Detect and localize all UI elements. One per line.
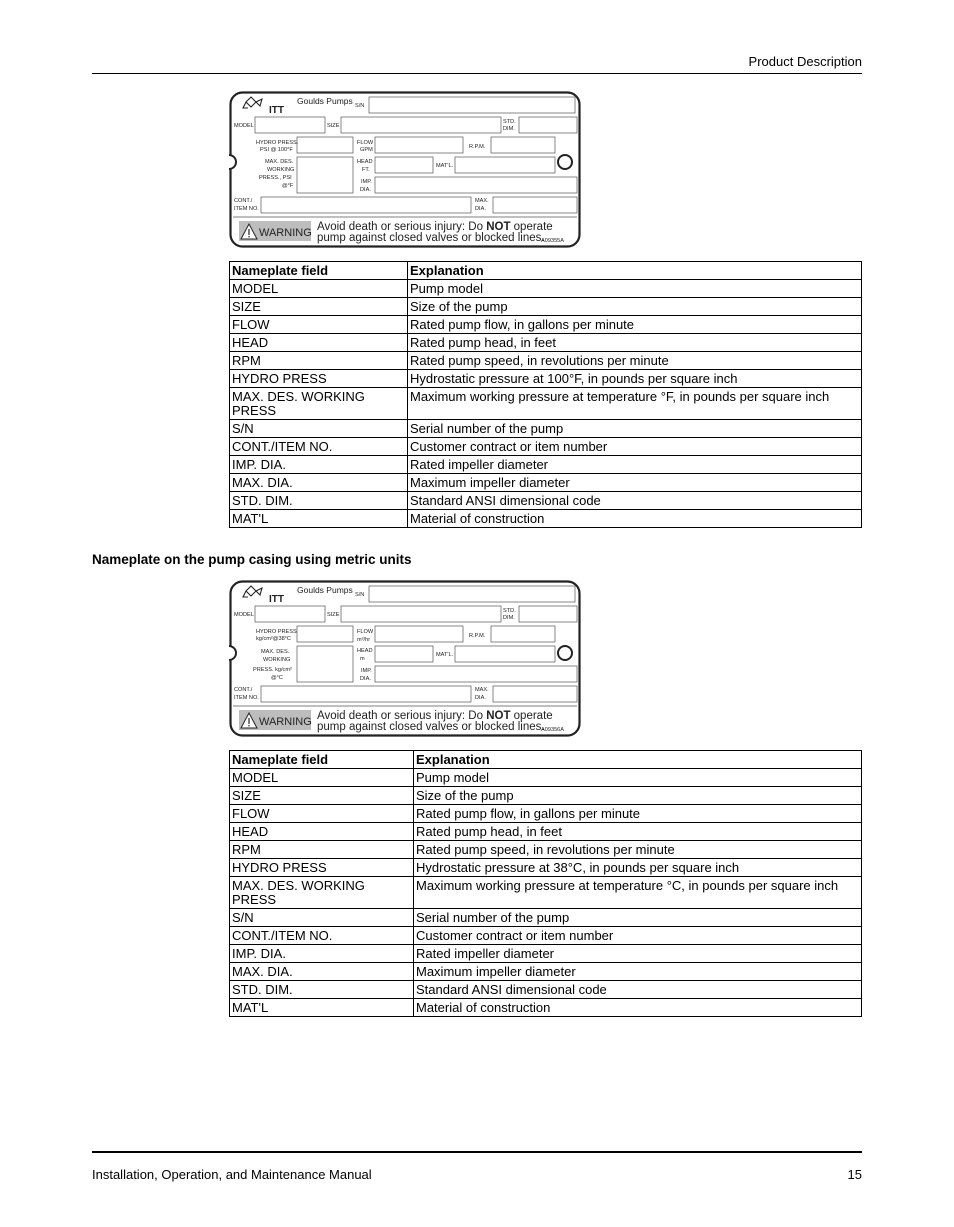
table-row [230,474,862,492]
label-head-1: HEAD [357,159,373,165]
explanation-cell: Maximum working pressure at temperature °F, in pounds per square inch [408,388,862,420]
explanation-cell: Material of construction [408,510,862,528]
explanation-cell: Customer contract or item number [414,927,862,945]
explanation-cell: Pump model [408,280,862,298]
explanation-cell: Serial number of the pump [408,420,862,438]
label-rpm: R.P.M. [469,144,486,150]
warning-text-part-a: Avoid death or serious injury: Do [317,710,487,722]
section-heading-metric: Nameplate on the pump casing using metric units [92,552,412,567]
column-header-explanation: Explanation [414,751,862,769]
label-max-4: @°C [271,675,283,681]
table-row [230,456,862,474]
label-cont-2: ITEM NO. [234,695,259,701]
field-cell: FLOW [230,316,408,334]
table-row [230,280,862,298]
label-hydro-1: HYDRO PRESS. [256,140,299,146]
column-header-field: Nameplate field [230,751,414,769]
field-cell: SIZE [230,787,414,805]
column-header-field: Nameplate field [230,262,408,280]
field-cell: RPM [230,352,408,370]
warning-text-part-c: operate [510,710,553,722]
field-cell: MODEL [230,769,414,787]
label-head-2: FT. [362,167,370,173]
mount-hole-left [229,646,236,660]
explanation-cell: Rated pump flow, in gallons per minute [414,805,862,823]
label-rpm: R.P.M. [469,633,486,639]
drawing-code: A09356A [541,727,565,733]
field-cell: MODEL [230,280,408,298]
header-rule [92,73,862,74]
field-cell: SIZE [230,298,408,316]
field-cell: MAT'L [230,999,414,1017]
field-cell: MAX. DES. WORKING PRESS [230,388,408,420]
field-cell: HEAD [230,334,408,352]
label-matl: MAT'L. [436,652,454,658]
label-hydro-2: kg/cm²@38°C [256,636,291,642]
warning-text-not: NOT [486,710,511,722]
warning-text-line-2: pump against closed valves or blocked lines. [317,721,545,733]
table-row [230,963,862,981]
table-row [230,316,862,334]
label-imp-1: IMP. [361,179,372,185]
table-row [230,298,862,316]
label-maxdia-1: MAX. [475,687,489,693]
field-cell: MAX. DES. WORKING PRESS [230,877,414,909]
warning-text-not: NOT [486,221,511,233]
table-row [230,769,862,787]
footer-page-number: 15 [847,1167,862,1182]
field-cell: STD. DIM. [230,981,414,999]
explanation-cell: Maximum impeller diameter [408,474,862,492]
field-cell: RPM [230,841,414,859]
table-row [230,805,862,823]
explanation-cell: Size of the pump [414,787,862,805]
label-max-4: @°F [282,183,294,189]
table-row [230,510,862,528]
label-maxdia-2: DIA. [475,206,486,212]
explanation-cell: Material of construction [414,999,862,1017]
label-matl: MAT'L. [436,163,454,169]
nameplate-us-units [229,91,581,248]
label-max-3: PRESS. kg/cm² [253,667,292,673]
explanation-cell: Rated pump speed, in revolutions per minute [414,841,862,859]
label-hydro-1: HYDRO PRESS [256,629,297,635]
mount-hole-right [558,155,572,169]
table-row [230,945,862,963]
brand-goulds: Goulds Pumps [297,96,353,106]
warning-label: WARNING [259,227,312,239]
brand-itt: ITT [269,105,284,116]
label-size: SIZE [327,612,340,618]
explanation-cell: Serial number of the pump [414,909,862,927]
label-max-3: PRESS., PSI [259,175,292,181]
explanation-cell: Rated pump head, in feet [408,334,862,352]
label-sn: S/N [355,592,365,598]
label-model: MODEL [234,612,254,618]
label-imp-2: DIA. [360,676,371,682]
mount-hole-left [229,155,236,169]
field-cell: S/N [230,420,408,438]
field-cell: IMP. DIA. [230,945,414,963]
table-row [230,370,862,388]
table-row [230,352,862,370]
table-row [230,859,862,877]
warning-text-line-2: pump against closed valves or blocked lines. [317,232,545,244]
table-row [230,420,862,438]
label-flow-2: GPM [360,147,373,153]
drawing-code: A09355A [541,238,565,244]
table-header-row [230,751,862,769]
explanation-cell: Customer contract or item number [408,438,862,456]
brand-itt: ITT [269,594,284,605]
field-cell: S/N [230,909,414,927]
field-cell: IMP. DIA. [230,456,408,474]
label-maxdia-1: MAX. [475,198,489,204]
table-row [230,841,862,859]
warning-text-part-a: Avoid death or serious injury: Do [317,221,487,233]
brand-goulds: Goulds Pumps [297,585,353,595]
label-size: SIZE [327,123,340,129]
table-row [230,927,862,945]
label-max-1: MAX. DES. [261,649,290,655]
table-header-row [230,262,862,280]
field-cell: MAX. DIA. [230,474,408,492]
warning-label: WARNING [259,716,312,728]
table-row [230,388,862,420]
mount-hole-right [558,646,572,660]
table-row [230,438,862,456]
label-cont-1: CONT./ [234,687,253,693]
explanation-cell: Maximum impeller diameter [414,963,862,981]
field-cell: STD. DIM. [230,492,408,510]
label-max-1: MAX. DES. [265,159,294,165]
field-cell: MAX. DIA. [230,963,414,981]
label-std-2: DIM. [503,126,515,132]
table-row [230,909,862,927]
label-sn: S/N [355,103,365,109]
explanation-cell: Hydrostatic pressure at 100°F, in pounds per square inch [408,370,862,388]
explanation-cell: Maximum working pressure at temperature °C, in pounds per square inch [414,877,862,909]
field-cell: HYDRO PRESS [230,370,408,388]
field-cell: HYDRO PRESS [230,859,414,877]
explanation-cell: Rated pump flow, in gallons per minute [408,316,862,334]
nameplate-us-drawing [229,91,581,248]
footer-manual-title: Installation, Operation, and Maintenance Manual [92,1167,372,1182]
column-header-explanation: Explanation [408,262,862,280]
label-max-2: WORKING [267,167,295,173]
label-flow-1: FLOW [357,629,374,635]
table-row [230,877,862,909]
explanation-cell: Pump model [414,769,862,787]
explanation-cell: Rated impeller diameter [408,456,862,474]
field-cell: MAT'L [230,510,408,528]
label-head-2: m [360,656,365,662]
table-row [230,334,862,352]
explanation-cell: Standard ANSI dimensional code [408,492,862,510]
label-std-1: STD. [503,608,516,614]
label-cont-2: ITEM NO. [234,206,259,212]
label-max-2: WORKING [263,657,291,663]
explanation-cell: Rated pump speed, in revolutions per minute [408,352,862,370]
warning-text-part-c: operate [510,221,553,233]
table-row [230,492,862,510]
field-cell: HEAD [230,823,414,841]
table-row [230,787,862,805]
nameplate-metric-units [229,580,581,737]
field-cell: CONT./ITEM NO. [230,927,414,945]
label-imp-1: IMP. [361,668,372,674]
explanation-cell: Size of the pump [408,298,862,316]
label-std-1: STD. [503,119,516,125]
nameplate-metric-drawing [229,580,581,737]
explanation-cell: Hydrostatic pressure at 38°C, in pounds per square inch [414,859,862,877]
label-cont-1: CONT./ [234,198,253,204]
table-row [230,823,862,841]
page-header-section: Product Description [748,54,862,69]
label-head-1: HEAD [357,648,373,654]
footer-rule [92,1151,862,1153]
label-maxdia-2: DIA. [475,695,486,701]
field-cell: CONT./ITEM NO. [230,438,408,456]
explanation-cell: Rated impeller diameter [414,945,862,963]
field-cell: FLOW [230,805,414,823]
nameplate-fields-table-metric [229,750,862,1017]
explanation-cell: Standard ANSI dimensional code [414,981,862,999]
table-row [230,981,862,999]
explanation-cell: Rated pump head, in feet [414,823,862,841]
label-imp-2: DIA. [360,187,371,193]
table-row [230,999,862,1017]
label-flow-2: m³/hr [357,637,371,643]
label-hydro-2: PSI @ 100°F [260,147,293,153]
label-model: MODEL [234,123,254,129]
label-flow-1: FLOW [357,140,374,146]
label-std-2: DIM. [503,615,515,621]
nameplate-fields-table-us [229,261,862,528]
